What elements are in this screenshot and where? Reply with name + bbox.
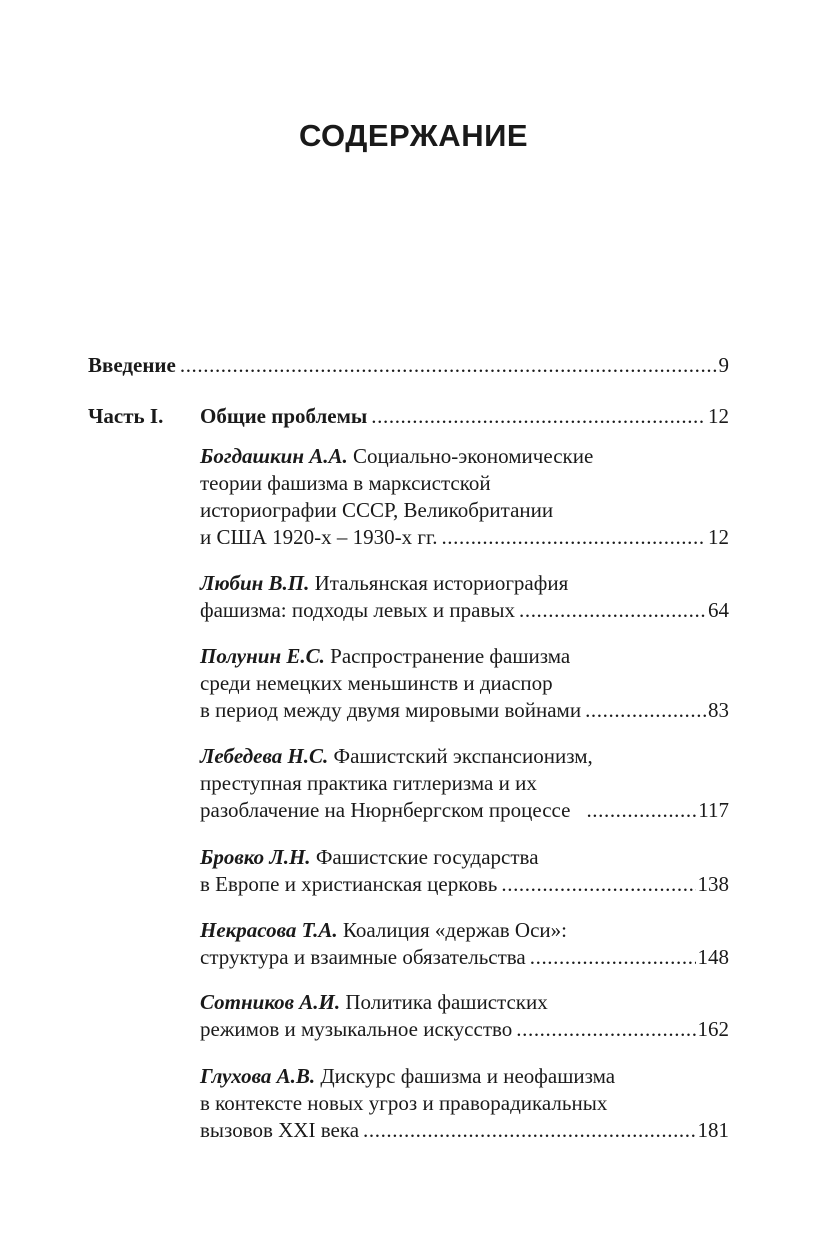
toc-entry-text: вызовов XXI века xyxy=(200,1118,360,1142)
toc-entry[interactable] xyxy=(200,570,729,624)
toc-entry-text: режимов и музыкальное искусство xyxy=(200,1017,513,1041)
dot-leader xyxy=(441,524,706,551)
dot-leader xyxy=(371,403,706,430)
toc-intro-label: Введение xyxy=(88,353,176,377)
toc-entry[interactable] xyxy=(200,443,729,551)
toc-entry-text: фашизма: подходы левых и правых xyxy=(200,598,515,622)
toc-entry-text: среди немецких меньшинств и диаспор xyxy=(200,671,553,695)
toc-page-number: 117 xyxy=(698,798,729,822)
dot-leader xyxy=(501,871,695,898)
toc-entry-text: Распространение фашизма xyxy=(330,644,571,668)
toc-entry-author: Глухова А.В. xyxy=(200,1064,316,1088)
toc-entry-text: преступная практика гитлеризма и их xyxy=(200,771,537,795)
toc-entry-text: в контексте новых угроз и праворадикальных xyxy=(200,1091,608,1115)
dot-leader xyxy=(363,1117,695,1144)
toc-entry-text: Итальянская историография xyxy=(314,571,569,595)
toc-entry-text: Коалиция «держав Оси»: xyxy=(342,918,567,942)
toc-part-title-text: Общие проблемы xyxy=(200,404,368,428)
toc-entry-text: Политика фашистских xyxy=(345,990,548,1014)
toc-entry[interactable] xyxy=(200,917,729,971)
toc-entry-text: и США 1920-х – 1930-х гг. xyxy=(200,525,438,549)
toc-entry-author: Полунин Е.С. xyxy=(200,644,325,668)
toc-part-title[interactable] xyxy=(200,403,729,430)
toc-entry-text: историографии СССР, Великобритании xyxy=(200,498,554,522)
toc-page-number: 83 xyxy=(708,698,729,722)
toc-entry-text: Фашистский экспансионизм, xyxy=(333,744,593,768)
toc-entry[interactable] xyxy=(200,989,729,1043)
toc-entry[interactable] xyxy=(200,743,729,824)
toc-entry[interactable] xyxy=(200,643,729,724)
toc-intro[interactable] xyxy=(88,352,729,379)
toc-entry-author: Некрасова Т.А. xyxy=(200,918,338,942)
toc-entry-text: Дискурс фашизма и неофашизма xyxy=(320,1064,616,1088)
toc-entry-author: Сотников А.И. xyxy=(200,990,341,1014)
toc-page-number: 12 xyxy=(708,525,729,549)
toc-page-number: 148 xyxy=(697,945,729,969)
toc-entry-author: Лебедева Н.С. xyxy=(200,744,329,768)
toc-entry-text: теории фашизма в марксистской xyxy=(200,471,491,495)
toc-entry-text: в Европе и христианская церковь xyxy=(200,872,498,896)
dot-leader xyxy=(585,697,706,724)
toc-entry-text: Социально-экономические xyxy=(353,444,594,468)
toc-page-number: 12 xyxy=(708,404,729,428)
toc-page-number: 64 xyxy=(708,598,729,622)
toc-entry-text: в период между двумя мировыми войнами xyxy=(200,698,582,722)
toc-page-number: 181 xyxy=(697,1118,729,1142)
toc-entry[interactable] xyxy=(200,844,729,898)
toc-entry[interactable] xyxy=(200,1063,729,1144)
toc-entry-author: Бровко Л.Н. xyxy=(200,845,311,869)
toc-entry-text: разоблачение на Нюрнбергском процессе xyxy=(200,798,571,822)
toc-page-number: 9 xyxy=(718,353,729,377)
dot-leader xyxy=(586,797,696,824)
dot-leader xyxy=(180,352,717,379)
toc-entry-text: Фашистские государства xyxy=(315,845,539,869)
toc-page-number: 162 xyxy=(697,1017,729,1041)
toc-entry-author: Любин В.П. xyxy=(200,571,310,595)
dot-leader xyxy=(530,944,696,971)
dot-leader xyxy=(516,1016,695,1043)
toc-entry-author: Богдашкин А.А. xyxy=(200,444,348,468)
page-title: СОДЕРЖАНИЕ xyxy=(298,118,529,153)
toc-part-label: Часть I. xyxy=(88,404,164,428)
toc-page-number: 138 xyxy=(697,872,729,896)
toc-entry-text: структура и взаимные обязательства xyxy=(200,945,526,969)
dot-leader xyxy=(519,597,706,624)
